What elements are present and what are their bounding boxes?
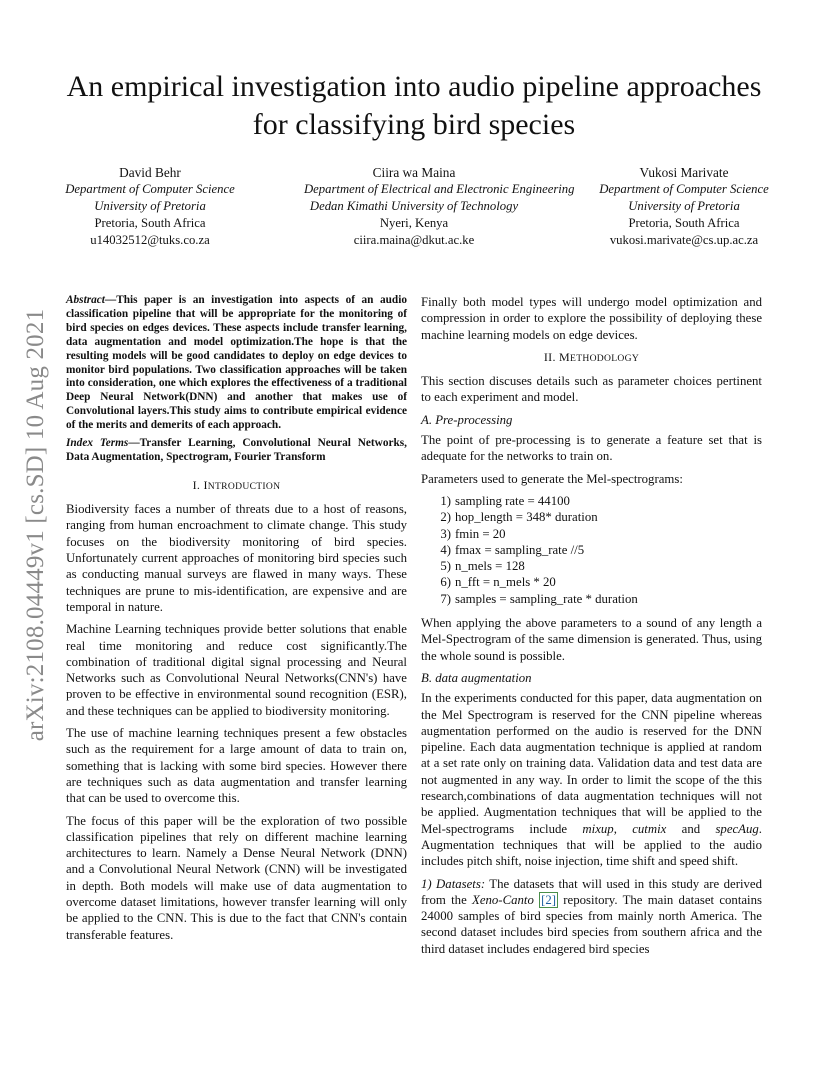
author-name: David Behr	[119, 165, 181, 180]
paper-title: An empirical investigation into audio pipeline approaches for classifying bird species	[66, 70, 762, 141]
list-item: 4) fmax = sampling_rate //5	[440, 542, 585, 557]
author-name: Ciira wa Maina	[372, 165, 456, 180]
author-department: Department of Computer Science	[599, 182, 769, 196]
author-university: University of Pretoria	[628, 199, 740, 213]
list-item: 7) samples = sampling_rate * duration	[440, 591, 638, 606]
term-specaug: specAug	[715, 821, 759, 836]
preprocessing-paragraph-3: When applying the above parameters to a sound of any length a Mel-Spectrogram of the same dimension is generated. Thus, using the whole sound is possible.	[421, 616, 762, 663]
author-university: University of Pretoria	[94, 199, 206, 213]
preprocessing-paragraph-1: The point of pre-processing is to generate a feature set that is adequate for the networks to train on.	[421, 433, 762, 464]
augmentation-paragraph: In the experiments conducted for this paper, data augmentation on the Mel Spectrogram is reserved for the CNN pipeline whereas augmentation performed on the audio is reserved for the DNN pipeline. Each data augmentation technique is applied at random at a set rate only on training data. Validation data and test data are not augmented in any way. In order to limit the scope of the this research,combinations of data augmentation techniques will not be applied. Augmentation techniques that will be applied to the Mel-spectrograms include mixup, cutmix and specAug. Augmentation techniques that will be applied to the audio includes pitch shift, noise injection, time shift and speed shift.	[421, 691, 762, 869]
methodology-intro: This section discuses details such as parameter choices pertinent to each experiment and model.	[421, 374, 762, 405]
index-terms: Index Terms—Transfer Learning, Convolutional Neural Networks, Data Augmentation, Spectrogram, Fourier Transform	[66, 437, 407, 463]
intro-paragraph-3: The use of machine learning techniques present a few obstacles such as the requirement for a large amount of data to train on, something that is lacking with some bird species. However there are techniques such as data augmentation and transfer learning that can be used to overcome this.	[66, 726, 407, 806]
subsection-heading-preprocessing: A. Pre-processing	[421, 412, 513, 427]
arxiv-sidebar	[21, 285, 51, 765]
right-column	[421, 294, 762, 963]
author-university: Dedan Kimathi University of Technology	[309, 199, 519, 213]
intro-paragraph-5: Finally both model types will undergo model optimization and compression in order to explore the possibility of deploying these machine learning models on edge devices.	[421, 295, 762, 342]
author-department: Department of Computer Science	[65, 182, 235, 196]
term-cutmix: cutmix	[632, 821, 667, 836]
abstract-label: Abstract	[66, 294, 105, 306]
author-location: Pretoria, South Africa	[94, 216, 206, 230]
author-location: Pretoria, South Africa	[628, 216, 740, 230]
author-name: Vukosi Marivate	[639, 165, 729, 180]
author-location: Nyeri, Kenya	[379, 216, 449, 230]
intro-paragraph-2: Machine Learning techniques provide better solutions that enable real time monitoring and reduce cost significantly.The combination of traditional digital signal processing and Neural Networks such as Convolutional Neural Networks(CNN's) have proven to be effective in environmental sound recognition (ESR), and these techniques can be applied to biodiversity monitoring.	[66, 622, 407, 718]
author-1	[60, 164, 240, 249]
abstract-text: This paper is an investigation into aspects of an audio classification pipeline that will be appropriate for the monitoring of bird species on edges devices. These aspects include transfer learning, data augmentation and model optimization.The hope is that the resulting models will be good candidates to deploy on edge devices to monitor bird populations. Two classification approaches will be taken into consideration, one which explores the effectiveness of a traditional Deep Neural Network(DNN) and another that makes use of Convolutional layers.This study aims to contribute empirical evidence of the merits and demerits of each approach.	[66, 294, 407, 432]
arxiv-identifier: arXiv:2108.04449v1 [cs.SD] 10 Aug 2021	[22, 308, 49, 742]
preprocessing-paragraph-2: Parameters used to generate the Mel-spectrograms:	[421, 471, 683, 486]
intro-paragraph-4: The focus of this paper will be the exploration of two possible classification pipelines that rely on different machine learning architectures to learn. Namely a Dense Neural Network (DNN) and a Convolutional Neural Network (CNN) will be investigated in depth. Both models will make use of data augmentation to overcome dataset limitations, however transfer learning will only be applied to the CNN. This is due to the fact that CNN's contain transferable features.	[66, 813, 407, 942]
left-column	[66, 294, 407, 949]
index-terms-text: Transfer Learning, Convolutional Neural Networks, Data Augmentation, Spectrogram, Fourier Transform	[66, 437, 407, 463]
list-item: 2) hop_length = 348* duration	[440, 510, 598, 525]
datasets-label: 1) Datasets:	[421, 876, 486, 891]
datasets-paragraph: 1) Datasets: The datasets that will used in this study are derived from the Xeno-Canto [2] repository. The main dataset contains 24000 samples of bird species from mainly north America. The second dataset includes bird species from southern africa and the third dataset includes endagered bird species	[421, 876, 762, 956]
section-heading-introduction: I. INTRODUCTION	[192, 477, 281, 492]
author-email: u14032512@tuks.co.za	[90, 233, 210, 247]
section-heading-methodology: II. METHODOLOGY	[543, 349, 640, 364]
index-terms-label: Index Terms	[66, 437, 129, 450]
list-item: 1) sampling rate = 44100	[440, 493, 570, 508]
citation-link[interactable]: [2]	[541, 892, 557, 907]
intro-paragraph-1: Biodiversity faces a number of threats due to a host of reasons, ranging from human encroachment to climate change. This study focuses on the biodiversity monitoring of bird species. Unfortunately current approaches of monitoring bird species such as conducting manual surveys are flawed in many ways. These techniques are prune to mis-identification, are expensive and are temporal in nature.	[66, 502, 407, 614]
author-3	[584, 164, 784, 249]
list-item: 6) n_fft = n_mels * 20	[440, 575, 556, 590]
subsection-heading-augmentation: B. data augmentation	[421, 670, 532, 685]
author-block	[60, 164, 768, 254]
author-email: vukosi.marivate@cs.up.ac.za	[609, 233, 759, 247]
author-2	[304, 164, 575, 249]
parameter-list	[421, 493, 762, 607]
list-item: 5) n_mels = 128	[440, 559, 525, 574]
list-item: 3) fmin = 20	[440, 526, 506, 541]
author-department: Department of Electrical and Electronic Engineering	[304, 182, 575, 196]
xeno-canto-term: Xeno-Canto	[472, 892, 534, 907]
term-mixup: mixup	[582, 821, 614, 836]
abstract: Abstract—This paper is an investigation into aspects of an audio classification pipeline that will be appropriate for the monitoring of bird species on edges devices. These aspects include transfer learning, data augmentation and model optimization.The hope is that the resulting models will be good candidates to deploy on edge devices to monitor bird populations. Two classification approaches will be taken into consideration, one which explores the effectiveness of a traditional Deep Neural Network(DNN) and another that makes use of Convolutional layers.This study aims to contribute empirical evidence of the merits and demerits of each approach.	[66, 294, 407, 432]
author-email: ciira.maina@dkut.ac.ke	[353, 233, 475, 247]
